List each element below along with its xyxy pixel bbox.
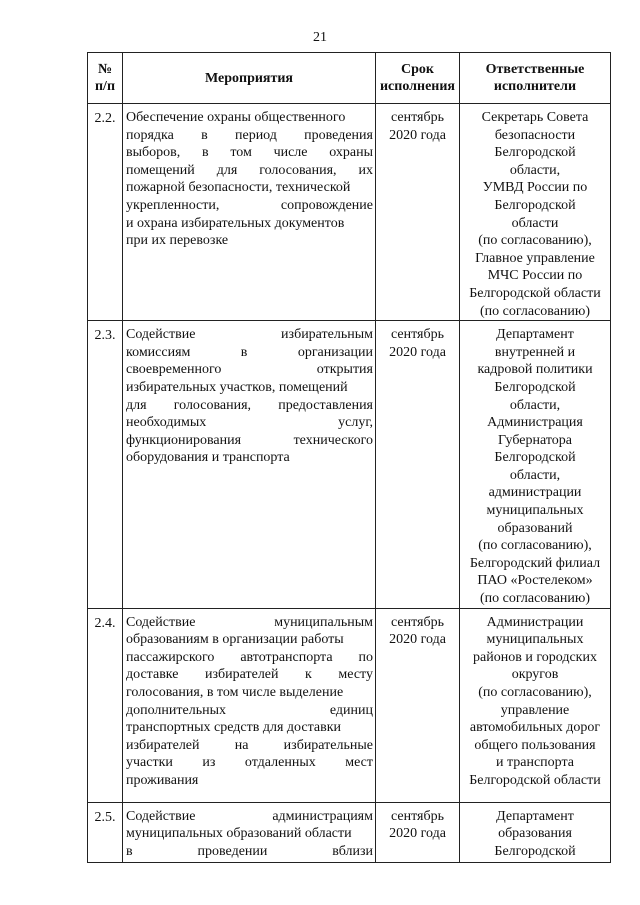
- activity-word: проведении: [197, 843, 268, 859]
- responsible-line: МЧС России по: [487, 268, 583, 284]
- table-row: [88, 104, 611, 321]
- row-number: 2.5.: [88, 802, 123, 862]
- responsible-line: (по согласованию): [479, 303, 591, 319]
- activity-word: избирателей: [126, 737, 200, 753]
- responsible-line: управление: [500, 702, 570, 718]
- activity-line: [126, 197, 373, 215]
- header-number: № п/п: [88, 53, 123, 104]
- activity-line: избирательных участков, помещений: [126, 379, 348, 395]
- header-term: Срок исполнения: [376, 53, 460, 104]
- table-row: [88, 802, 611, 862]
- activity-line: проживания: [126, 772, 199, 788]
- responsible-line: Белгородской области: [469, 285, 601, 301]
- term-cell: [376, 802, 460, 862]
- activity-word: выборов,: [126, 145, 181, 161]
- activity-line: образованиям в организации работы: [126, 632, 344, 648]
- term-cell: [376, 321, 460, 609]
- responsible-cell: [460, 608, 611, 802]
- activity-word: участки: [126, 755, 173, 771]
- activity-line: [126, 344, 373, 362]
- activity-word: период: [234, 127, 277, 143]
- activity-word: голосования,: [259, 162, 337, 178]
- responsible-line: муниципальных: [486, 503, 584, 519]
- responsible-line: автомобильных дорог: [469, 720, 601, 736]
- activity-line: [126, 614, 373, 632]
- activity-word: числе: [273, 145, 308, 161]
- activity-word: том: [230, 145, 252, 161]
- responsible-line: (по согласованию),: [478, 538, 592, 554]
- activity-word: голосования,: [173, 397, 252, 413]
- term-cell: [376, 608, 460, 802]
- responsible-line: Белгородской: [494, 450, 576, 466]
- activity-line: [126, 649, 373, 667]
- activity-line: [126, 754, 373, 772]
- responsible-line: Белгородской области: [469, 772, 601, 788]
- responsible-line: и транспорта: [495, 755, 574, 771]
- activity-word: по: [358, 649, 373, 665]
- activity-word: Содействие: [126, 808, 196, 824]
- responsible-line: Белгородской: [494, 197, 576, 213]
- activity-word: предоставления: [278, 397, 373, 413]
- activity-word: функционирования: [126, 432, 242, 448]
- responsible-line: Губернатора: [497, 432, 573, 448]
- activity-line: [126, 702, 373, 720]
- row-number: 2.3.: [88, 321, 123, 609]
- activity-word: избирателей: [205, 667, 279, 683]
- activity-cell: [123, 321, 376, 609]
- activity-word: пассажирского: [126, 649, 215, 665]
- responsible-line: Белгородской: [494, 843, 576, 859]
- activity-word: месту: [338, 667, 373, 683]
- responsible-line: внутренней и: [494, 344, 576, 360]
- activity-word: администрациям: [272, 808, 373, 824]
- activity-word: в: [201, 145, 209, 161]
- responsible-line: Белгородский филиал: [469, 555, 601, 571]
- activity-word: Содействие: [126, 327, 196, 343]
- responsible-line: (по согласованию),: [478, 233, 592, 249]
- responsible-line: УМВД России по: [482, 180, 588, 196]
- term-line: сентябрь: [391, 614, 444, 630]
- activity-line: [126, 808, 373, 826]
- activity-line: [126, 144, 373, 162]
- activity-word: укрепленности,: [126, 197, 220, 213]
- activity-line: [126, 397, 373, 415]
- activity-cell: [123, 608, 376, 802]
- activity-word: в: [201, 127, 208, 143]
- header-responsible: Ответственные исполнители: [460, 53, 611, 104]
- responsible-line: безопасности: [494, 127, 576, 143]
- responsible-line: Секретарь Совета: [481, 110, 589, 125]
- activities-table: [87, 52, 611, 863]
- activity-word: муниципальным: [274, 614, 373, 630]
- activity-word: отдаленных: [244, 755, 316, 771]
- responsible-line: образования: [498, 826, 572, 842]
- responsible-line: образований: [497, 520, 573, 536]
- responsible-line: Департамент: [496, 808, 574, 824]
- responsible-line: области,: [509, 162, 561, 178]
- responsible-cell: [460, 321, 611, 609]
- responsible-line: области,: [509, 397, 561, 413]
- activity-line: [126, 843, 373, 861]
- activity-word: мест: [345, 755, 373, 771]
- activity-line: муниципальных образований области: [126, 826, 352, 842]
- responsible-line: (по согласованию): [479, 591, 591, 607]
- table-row: [88, 608, 611, 802]
- activity-word: избирательным: [281, 327, 373, 343]
- responsible-line: области: [511, 215, 559, 231]
- activity-word: услуг,: [338, 415, 373, 431]
- activity-word: из: [202, 755, 216, 771]
- activity-word: дополнительных: [126, 702, 227, 718]
- term-line: 2020 года: [389, 826, 446, 842]
- responsible-line: районов и городских: [473, 649, 597, 665]
- term-line: сентябрь: [391, 327, 444, 343]
- activity-word: помещений: [126, 162, 195, 178]
- term-cell: [376, 104, 460, 321]
- activity-cell: [123, 802, 376, 862]
- activity-word: на: [234, 737, 249, 753]
- activity-word: доставке: [126, 667, 179, 683]
- activity-word: для: [126, 397, 147, 413]
- activity-word: для: [216, 162, 238, 178]
- responsible-line: ПАО «Ростелеком»: [477, 573, 593, 589]
- header-activity: Мероприятия: [123, 53, 376, 104]
- activity-word: необходимых: [126, 415, 207, 431]
- activity-word: их: [358, 162, 373, 178]
- responsible-line: Главное управление: [475, 250, 595, 266]
- activity-word: единиц: [329, 702, 373, 718]
- term-line: сентябрь: [391, 110, 444, 125]
- responsible-line: Белгородской: [494, 145, 576, 161]
- activity-word: Содействие: [126, 614, 196, 630]
- term-line: 2020 года: [389, 344, 446, 360]
- activity-word: технического: [293, 432, 373, 448]
- activity-word: порядка: [126, 127, 174, 143]
- row-number: 2.4.: [88, 608, 123, 802]
- responsible-line: Администрации: [486, 614, 584, 630]
- activity-word: вблизи: [332, 843, 373, 859]
- activity-word: организации: [297, 344, 373, 360]
- activity-line: транспортных средств для доставки: [126, 720, 341, 736]
- activity-line: [126, 414, 373, 432]
- table-row: [88, 321, 611, 609]
- responsible-line: общего пользования: [474, 737, 596, 753]
- activity-word: избирательные: [283, 737, 373, 753]
- activity-word: в: [240, 344, 248, 360]
- activity-line: Обеспечение охраны общественного: [126, 110, 346, 125]
- activity-word: в: [126, 843, 133, 859]
- activity-cell: [123, 104, 376, 321]
- activity-line: [126, 737, 373, 755]
- activity-word: комиссиям: [126, 344, 191, 360]
- activity-line: [126, 666, 373, 684]
- row-number: 2.2.: [88, 104, 123, 321]
- activity-line: [126, 162, 373, 180]
- activity-line: [126, 127, 373, 145]
- activity-line: при их перевозке: [126, 233, 229, 249]
- responsible-line: округов: [511, 667, 559, 683]
- activity-line: [126, 432, 373, 450]
- responsible-cell: [460, 104, 611, 321]
- responsible-line: (по согласованию),: [478, 685, 592, 700]
- page-number: 21: [313, 30, 327, 45]
- term-line: 2020 года: [389, 632, 446, 648]
- activity-line: [126, 326, 373, 344]
- activity-line: пожарной безопасности, технической: [126, 180, 351, 196]
- activity-word: к: [305, 667, 312, 683]
- responsible-line: Департамент: [496, 327, 574, 343]
- term-line: сентябрь: [391, 808, 444, 824]
- activity-word: автотранспорта: [240, 649, 333, 665]
- activity-word: охраны: [329, 145, 373, 161]
- term-line: 2020 года: [389, 127, 446, 143]
- responsible-cell: [460, 802, 611, 862]
- table-header-row: [88, 53, 611, 104]
- activity-line: и охрана избирательных документов: [126, 215, 345, 231]
- responsible-line: кадровой политики: [477, 362, 593, 378]
- responsible-line: области,: [509, 467, 561, 483]
- responsible-line: Администрация: [487, 415, 583, 431]
- activity-word: сопровождение: [280, 197, 373, 213]
- activity-line: голосования, в том числе выделение: [126, 685, 344, 700]
- responsible-line: муниципальных: [486, 632, 584, 648]
- activity-word: проведения: [304, 127, 373, 143]
- responsible-line: администрации: [488, 485, 582, 501]
- activity-line: оборудования и транспорта: [126, 450, 290, 466]
- activity-line: [126, 361, 373, 379]
- responsible-line: Белгородской: [494, 379, 576, 395]
- activity-word: открытия: [316, 362, 373, 378]
- activity-word: своевременного: [126, 362, 222, 378]
